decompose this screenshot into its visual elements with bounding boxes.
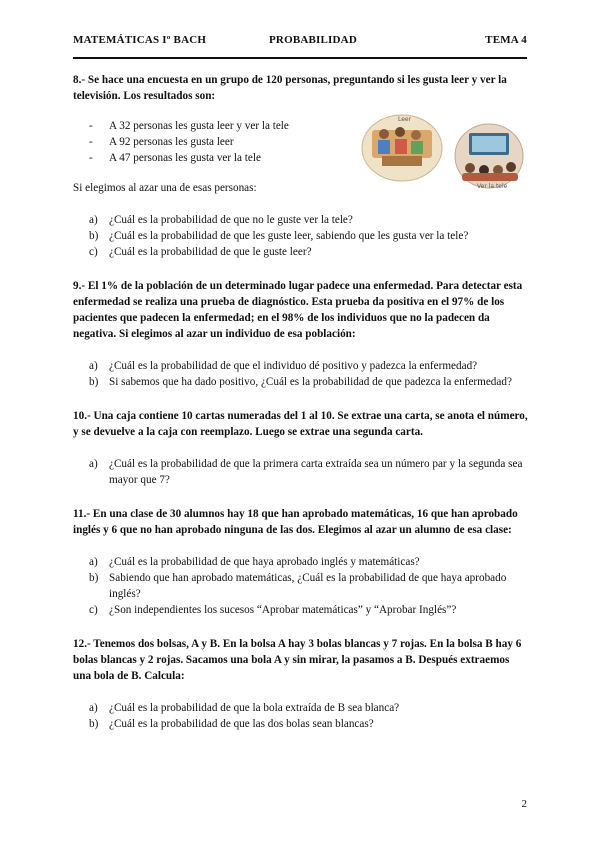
question-11-statement: 11.- En una clase de 30 alumnos hay 18 que han aprobado matemáticas, 16 que han aprobado inglés y 6 que no han aprobado ninguna de las dos. Elegimos al azar un alumno de esa clase: xyxy=(73,508,518,536)
list-item: a) ¿Cuál es la probabilidad de que no le guste ver la tele? xyxy=(89,214,353,226)
question-12 xyxy=(73,636,528,732)
list-item: a) ¿Cuál es la probabilidad de que el individuo dé positivo y padezca la enfermedad? xyxy=(89,360,478,372)
exercise-content xyxy=(73,72,528,742)
list-item: - A 92 personas les gusta leer xyxy=(89,136,234,148)
question-12-statement: 12.- Tenemos dos bolsas, A y B. En la bolsa A hay 3 bolas blancas y 7 rojas. En la bolsa B hay 6 bolas blancas y 2 rojas. Sacamos una bola A y sin mirar, la pasamos a B. Después extraemos una bola de B. Calcula: xyxy=(73,638,522,682)
question-8-statement: 8.- Se hace una encuesta en un grupo de 120 personas, preguntando si les gusta leer y ver la televisión. Los resultados son: xyxy=(73,74,507,102)
page-number: 2 xyxy=(521,798,527,810)
question-11 xyxy=(73,506,528,618)
list-item: a) ¿Cuál es la probabilidad de que la bola extraída de B sea blanca? xyxy=(89,702,400,714)
list-item: b) ¿Cuál es la probabilidad de que las dos bolas sean blancas? xyxy=(89,718,374,730)
tv-label: Ver la tele xyxy=(477,183,508,190)
question-8-options xyxy=(73,212,513,260)
question-9-options xyxy=(73,358,528,390)
list-item: b) Si sabemos que ha dado positivo, ¿Cuál es la probabilidad de que padezca la enfermedad? xyxy=(89,376,512,388)
question-10-statement: 10.- Una caja contiene 10 cartas numeradas del 1 al 10. Se extrae una carta, se anota el número, y se devuelve a la caja con reemplazo. Luego se extrae una segunda carta. xyxy=(73,410,528,438)
question-12-options xyxy=(73,700,528,732)
question-9 xyxy=(73,278,528,390)
question-10-options xyxy=(73,456,528,488)
question-8-intro: Si elegimos al azar una de esas personas: xyxy=(73,182,257,194)
list-item: - A 32 personas les gusta leer y ver la tele xyxy=(89,120,289,132)
topic-title: TEMA 4 xyxy=(485,34,527,46)
list-item: c) ¿Son independientes los sucesos “Aprobar matemáticas” y “Aprobar Inglés”? xyxy=(89,604,457,616)
list-item: b) Sabiendo que han aprobado matemáticas, ¿Cuál es la probabilidad de que haya aprobado inglés? xyxy=(89,572,507,600)
question-8 xyxy=(73,72,513,260)
list-item: b) ¿Cuál es la probabilidad de que les guste leer, sabiendo que les gusta ver la tele? xyxy=(89,230,469,242)
question-10 xyxy=(73,408,528,488)
list-item: a) ¿Cuál es la probabilidad de que haya aprobado inglés y matemáticas? xyxy=(89,556,420,568)
list-item: a) ¿Cuál es la probabilidad de que la primera carta extraída sea un número par y la segunda sea mayor que 7? xyxy=(89,458,523,486)
question-9-statement: 9.- El 1% de la población de un determinado lugar padece una enfermedad. Para detectar esta enfermedad se realiza una prueba de diagnóstico. Esta prueba da positiva en el 97% de los pacientes que padecen la enfermedad; en el 98% de los individuos que no la padecen da negativa. Si elegimos al azar un individuo de esa población: xyxy=(73,280,523,340)
question-11-options xyxy=(73,554,528,618)
list-item: c) ¿Cuál es la probabilidad de que le guste leer? xyxy=(89,246,312,258)
reading-label: Leer xyxy=(398,116,412,123)
subject-title: PROBABILIDAD xyxy=(269,34,357,46)
list-item: - A 47 personas les gusta ver la tele xyxy=(89,152,261,164)
course-title: MATEMÁTICAS Iº BACH xyxy=(73,34,207,46)
question-8-data-list xyxy=(73,118,513,166)
